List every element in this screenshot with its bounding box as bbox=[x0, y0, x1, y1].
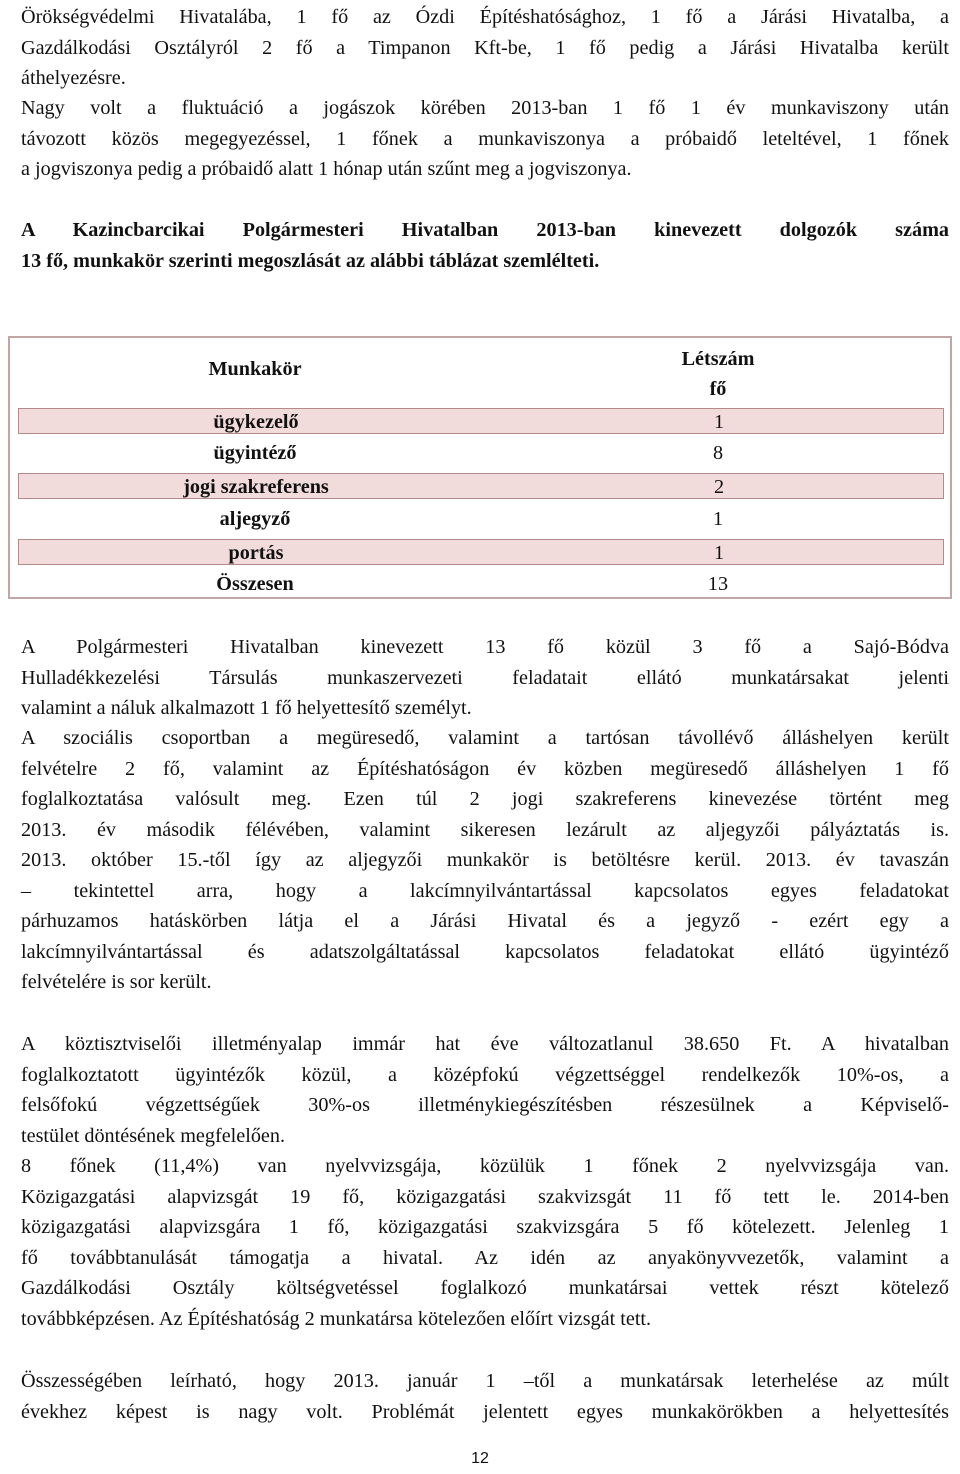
table-row bbox=[18, 506, 944, 532]
paragraph-sajo-bodva bbox=[21, 632, 949, 724]
paragraph-summary bbox=[21, 1366, 949, 1427]
text-line: A Polgármesteri Hivatalban kinevezett 13 fő közül 3 fő a Sajó-Bódva bbox=[21, 636, 949, 658]
text-line: áthelyezésre. bbox=[21, 67, 126, 89]
table-row bbox=[18, 408, 944, 434]
paragraph-hiring bbox=[21, 723, 949, 998]
table-cell-count: 2 bbox=[713, 476, 725, 498]
table-cell-role: Összesen bbox=[216, 573, 294, 595]
paragraph-transfers bbox=[21, 2, 949, 94]
text-line: A Kazincbarcikai Polgármesteri Hivatalban 2013-ban kinevezett dolgozók száma bbox=[21, 219, 949, 241]
text-line: felvételére is sor került. bbox=[21, 971, 212, 993]
text-line: lakcímnyilvántartással és adatszolgáltatással kapcsolatos feladatokat ellátó ügyintéző bbox=[21, 940, 949, 963]
text-line: továbbképzésen. Az Építéshatóság 2 munkatársa kötelezően előírt vizsgát tett. bbox=[21, 1307, 652, 1330]
text-line: Összességében leírható, hogy 2013. január 1 –től a munkatársak leterhelése az múlt bbox=[21, 1370, 949, 1392]
text-line: évekhez képest is nagy volt. Problémát jelentett egyes munkakörökben a helyettesítés bbox=[21, 1400, 949, 1423]
table-header-count bbox=[492, 344, 944, 404]
text-line: foglalkoztatása valósult meg. Ezen túl 2 jogi szakreferens kinevezése történt meg bbox=[21, 788, 949, 810]
text-line: valamint a náluk alkalmazott 1 fő helyettesítő személyt. bbox=[21, 697, 472, 719]
text-line: fő továbbtanulását támogatja a hivatal. Az idén az anyakönyvvezetők, valamint a bbox=[21, 1246, 949, 1269]
text-line: a jogviszonya pedig a próbaidő alatt 1 hónap után szűnt meg a jogviszonya. bbox=[21, 158, 632, 180]
table-row bbox=[18, 473, 944, 499]
table-cell-count: 1 bbox=[713, 411, 725, 433]
table-header-count-label: Létszám bbox=[681, 348, 755, 370]
table-row bbox=[18, 539, 944, 565]
table-cell-role: ügykezelő bbox=[213, 411, 299, 433]
text-line: távozott közös megegyezéssel, 1 főnek a munkaviszonya a próbaidő leteltével, 1 főnek bbox=[21, 127, 949, 150]
paragraph-salary-exams bbox=[21, 1029, 949, 1334]
text-line: A köztisztviselői illetményalap immár hat éve változatlanul 38.650 Ft. A hivatalban bbox=[21, 1033, 949, 1055]
table-row-total bbox=[18, 571, 944, 597]
staff-table bbox=[8, 336, 952, 599]
text-line: – tekintettel arra, hogy a lakcímnyilvántartással kapcsolatos egyes feladatokat bbox=[21, 879, 949, 902]
table-cell-role: ügyintéző bbox=[213, 442, 297, 464]
table-cell-count: 1 bbox=[712, 508, 724, 530]
text-line: foglalkoztatott ügyintézők közül, a középfokú végzettséggel rendelkezők 10%-os, a bbox=[21, 1063, 949, 1086]
text-line: testület döntésének megfelelően. bbox=[21, 1124, 286, 1147]
paragraph-fluctuation bbox=[21, 93, 949, 185]
table-header-count-unit: fő bbox=[709, 378, 727, 400]
text-line: Gazdálkodási Osztályról 2 fő a Timpanon Kft-be, 1 fő pedig a Járási Hivatalba került bbox=[21, 36, 949, 59]
text-line: 8 főnek (11,4%) van nyelvvizsgája, közülük 1 főnek 2 nyelvvizsgája van. bbox=[21, 1155, 949, 1177]
table-cell-count: 13 bbox=[707, 573, 729, 595]
text-line: felvételre 2 fő, valamint az Építéshatóságon év közben megüresedő álláshelyen 1 fő bbox=[21, 757, 949, 780]
table-cell-role: jogi szakreferens bbox=[183, 476, 329, 498]
paragraph-table-intro bbox=[21, 215, 949, 276]
table-row bbox=[18, 440, 944, 466]
page-number: 12 bbox=[471, 1450, 489, 1467]
table-cell-role: aljegyző bbox=[219, 508, 291, 530]
text-line: Nagy volt a fluktuáció a jogászok körében 2013-ban 1 fő 1 év munkaviszony után bbox=[21, 97, 949, 119]
text-line: felsőfokú végzettségűek 30%-os illetménykiegészítésben részesülnek a Képviselő- bbox=[21, 1094, 949, 1116]
text-line: közigazgatási alapvizsgára 1 fő, közigazgatási szakvizsgára 5 fő kötelezett. Jelenleg 1 bbox=[21, 1216, 949, 1238]
table-cell-role: portás bbox=[228, 542, 284, 564]
table-header-role: Munkakör bbox=[208, 358, 302, 380]
text-line: párhuzamos hatáskörben látja el a Járási Hivatal és a jegyző - ezért egy a bbox=[21, 910, 949, 932]
table-cell-count: 8 bbox=[712, 442, 724, 464]
text-line: 2013. év második félévében, valamint sikeresen lezárult az aljegyzői pályáztatás is. bbox=[21, 818, 949, 841]
text-line: A szociális csoportban a megüresedő, valamint a tartósan távollévő álláshelyen került bbox=[21, 727, 949, 749]
text-line: Örökségvédelmi Hivatalába, 1 fő az Ózdi Építéshatósághoz, 1 fő a Járási Hivatalba, a bbox=[21, 6, 949, 28]
table-cell-count: 1 bbox=[713, 542, 725, 564]
text-line: 13 fő, munkakör szerinti megoszlását az alábbi táblázat szemlélteti. bbox=[21, 249, 600, 272]
text-line: Gazdálkodási Osztály költségvetéssel foglalkozó munkatársai vettek részt kötelező bbox=[21, 1277, 949, 1299]
text-line: Közigazgatási alapvizsgát 19 fő, közigazgatási szakvizsgát 11 fő tett le. 2014-ben bbox=[21, 1185, 949, 1208]
text-line: Hulladékkezelési Társulás munkaszervezeti feladatait ellátó munkatársakat jelenti bbox=[21, 666, 949, 689]
text-line: 2013. október 15.-től így az aljegyzői munkakör is betöltésre kerül. 2013. év tavaszán bbox=[21, 849, 949, 871]
